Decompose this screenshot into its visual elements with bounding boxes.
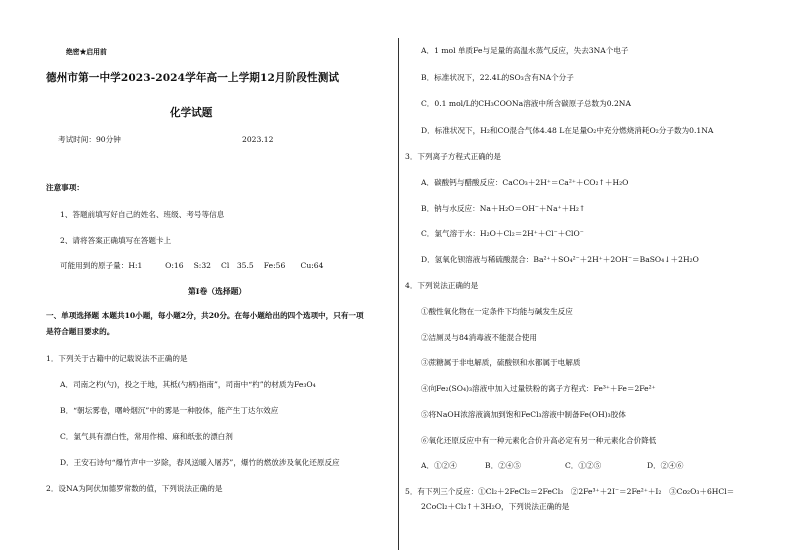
question-1-option-b: B．“朝坛雾卷，曙岭烟沉”中的雾是一种胶体，能产生丁达尔效应 (60, 406, 279, 415)
question-2-option-b: B．标准状况下，22.4L的SO₃含有NA个分子 (421, 73, 574, 82)
question-3-option-d: D．氢氧化钡溶液与稀硫酸混合：Ba²⁺＋SO₄²⁻＋2H⁺＋2OH⁻＝BaSO₄↓＋2H₂O (421, 255, 699, 264)
question-4-option-a: A．①②④ (421, 461, 457, 470)
note-item: 2、请将答案正确填写在答题卡上 (60, 236, 172, 245)
question-2-option-a: A．1 mol 单质Fe与足量的高温水蒸气反应，失去3NA个电子 (421, 46, 629, 55)
question-1-option-d: D．王安石诗句“爆竹声中一岁除，春风送暖入屠苏”，爆竹的燃放涉及氧化还原反应 (60, 458, 340, 467)
question-1-option-c: C．氯气具有漂白性，常用作棉、麻和纸张的漂白剂 (60, 432, 233, 441)
question-3-option-b: B．钠与水反应：Na＋H₂O＝OH⁻＋Na⁺＋H₂↑ (421, 204, 586, 213)
question-4-option-c: C．①②⑤ (565, 461, 602, 470)
exam-time: 考试时间：90分钟 (58, 135, 121, 144)
atomic-masses: 可能用到的原子量：H:1 O:16 S:32 Cl 35.5 Fe:56 Cu:64 (60, 261, 324, 270)
volume-title: 第I卷（选择题） (188, 287, 247, 296)
question-4-stem: 4．下列说法正确的是 (405, 281, 479, 290)
question-4-statement: ⑥氧化还原反应中有一种元素化合价升高必定有另一种元素化合价降低 (421, 436, 657, 445)
section-instruction: 是符合题目要求的。 (46, 327, 115, 336)
question-5-stem-continued: 2CoCl₂＋Cl₂↑＋3H₂O，下列说法正确的是 (421, 502, 570, 511)
notes-title: 注意事项： (46, 183, 84, 192)
exam-date: 2023.12 (242, 135, 274, 144)
question-4-statement: ②洁厕灵与84消毒液不能混合使用 (421, 333, 537, 342)
question-2-option-d: D．标准状况下，H₂和CO混合气体4.48 L在足量O₂中充分燃烧消耗O₂分子数为0.1NA (421, 126, 714, 135)
question-4-option-d: D．②④⑥ (647, 461, 684, 470)
confidential-label: 绝密★启用前 (66, 48, 107, 56)
question-5-stem: 5．有下列三个反应：①Cl₂＋2FeCl₂＝2FeCl₃ ②2Fe³⁺＋2I⁻＝2Fe²⁺＋I₂ ③Co₂O₃＋6HCl＝ (405, 487, 735, 496)
section-instruction: 一、单项选择题 本题共10小题，每小题2分，共20分。在每小题给出的四个选项中，只有一项 (46, 311, 364, 320)
school-title: 德州市第一中学2023-2024学年高一上学期12月阶段性测试 (46, 72, 340, 84)
question-4-statement: ⑤将NaOH浓溶液滴加到饱和FeCl₃溶液中制备Fe(OH)₃胶体 (421, 410, 626, 419)
question-3-option-c: C．氯气溶于水：H₂O＋Cl₂＝2H⁺＋Cl⁻＋ClO⁻ (421, 229, 584, 238)
question-1-option-a: A．司南之杓(勺)，投之于地，其柢(勺柄)指南”，司南中“杓”的材质为Fe₃O₄ (60, 380, 316, 389)
right-column (405, 0, 777, 560)
question-1-stem: 1．下列关于古籍中的记载说法不正确的是 (46, 354, 188, 363)
question-4-option-b: B．②④⑤ (485, 461, 521, 470)
question-3-stem: 3．下列离子方程式正确的是 (405, 152, 501, 161)
question-3-option-a: A．碳酸钙与醋酸反应：CaCO₃＋2H⁺＝Ca²⁺＋CO₂↑＋H₂O (421, 178, 629, 187)
subject-title: 化学试题 (170, 107, 213, 119)
question-4-statement: ①酸性氧化物在一定条件下均能与碱发生反应 (421, 307, 573, 316)
left-column (40, 0, 392, 560)
question-2-option-c: C．0.1 mol/L的CH₃COONa溶液中所含碳原子总数为0.2NA (421, 99, 631, 108)
note-item: 1、答题前填写好自己的姓名、班级、考号等信息 (60, 210, 225, 219)
question-2-stem: 2．设NA为阿伏加德罗常数的值，下列说法正确的是 (46, 484, 223, 493)
column-divider (398, 38, 399, 550)
question-4-statement: ③蔗糖属于非电解质，硫酸钡和水都属于电解质 (421, 358, 581, 367)
question-4-statement: ④向Fe₂(SO₄)₃溶液中加入过量铁粉的离子方程式：Fe³⁺＋Fe＝2Fe²⁺ (421, 384, 656, 393)
